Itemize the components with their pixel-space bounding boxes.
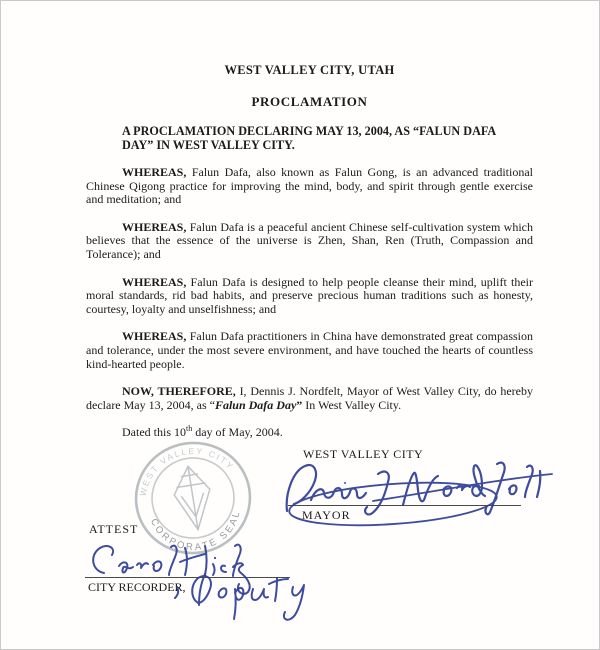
whereas-lead: WHEREAS, [122, 219, 187, 234]
closing-quote: ” [296, 397, 303, 412]
whereas-paragraph-2 [86, 221, 533, 262]
document-title: WEST VALLEY CITY, UTAH [224, 63, 395, 77]
whereas-paragraph-3 [86, 276, 533, 317]
therefore-mid: I, Dennis J. Nordfelt, Mayor of West Valley City, do hereby declare May 13, 2004, as “ [86, 384, 533, 412]
document-body [1, 1, 599, 440]
whereas-body: Falun Dafa is designed to help people cleanse their mind, uplift their moral standards, rid bad habits, and preserve precious human traditions such as honesty, courtesy, loyalty and unselfishness; and [86, 274, 533, 316]
whereas-body: Falun Dafa, also known as Falun Gong, is an advanced traditional Chinese Qigong practice for improving the mind, body, and spirit through gentle exercise and meditation; and [86, 165, 533, 207]
falun-dafa-day-highlight: Falun Dafa Day [214, 397, 297, 412]
svg-text:CORPORATE SEAL [147, 504, 248, 560]
dated-pre: Dated this 10 [122, 425, 186, 440]
whereas-paragraph-4 [86, 330, 533, 371]
proclamation-heading: PROCLAMATION [251, 94, 368, 109]
whereas-lead: WHEREAS, [122, 274, 187, 289]
mayor-label: MAYOR [302, 508, 351, 522]
subject-line-1: A PROCLAMATION DECLARING MAY 13, 2004, AS “FALUN DAFA [122, 124, 497, 138]
seal-bottom-text: CORPORATE SEAL [147, 508, 243, 554]
dated-ordinal-sup: th [186, 424, 193, 434]
recorder-label: CITY RECORDER, [88, 580, 186, 594]
recorder-signature-line [85, 577, 290, 578]
attest-label: ATTEST [89, 522, 139, 536]
therefore-lead: NOW, THEREFORE, [122, 384, 236, 399]
therefore-tail: In West Valley City. [302, 397, 402, 412]
mayor-signature-line [288, 505, 521, 506]
whereas-body: Falun Dafa is a peaceful ancient Chinese self-cultivation system which believes that the essence of the universe is Zhen, Shan, Ren (Truth, Compassion and Tolerance); and [86, 219, 533, 261]
whereas-body: Falun Dafa practitioners in China have demonstrated great compassion and tolerance, under the most severe environment, and have touched the hearts of countless kind-hearted people. [86, 329, 533, 371]
dated-post: day of May, 2004. [192, 425, 283, 440]
recorder-signature [79, 539, 299, 619]
subject-line-2: DAY” IN WEST VALLEY CITY. [122, 138, 295, 152]
dated-line [122, 426, 533, 440]
seal-top-text: WEST VALLEY CITY [137, 445, 237, 497]
corporate-seal [127, 435, 259, 563]
subject-line [122, 124, 517, 152]
org-label: WEST VALLEY CITY [303, 447, 424, 461]
svg-text:WEST VALLEY CITY [131, 439, 239, 498]
seal-emblem [170, 464, 216, 533]
whereas-paragraph-1 [86, 166, 533, 207]
mayor-signature [281, 459, 571, 539]
whereas-lead: WHEREAS, [122, 329, 187, 344]
whereas-lead: WHEREAS, [122, 165, 187, 179]
therefore-paragraph [86, 385, 533, 412]
